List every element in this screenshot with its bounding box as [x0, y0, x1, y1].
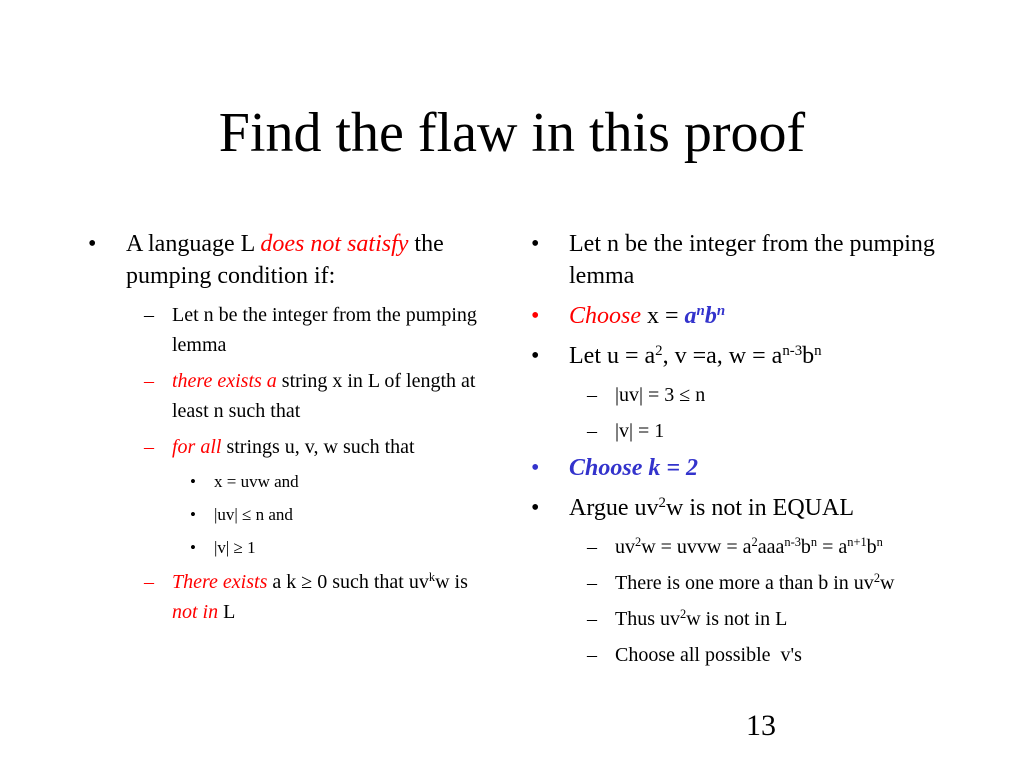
left-sub-sub-item-1	[88, 468, 498, 496]
emphasis-text: for all	[172, 436, 222, 458]
text: b	[802, 343, 815, 369]
text: aaa	[757, 536, 785, 558]
text: a k ≥ 0 such that uv	[267, 571, 429, 593]
right-sub-item-5	[531, 604, 991, 634]
right-sub-item-3	[531, 532, 991, 562]
text: w is	[435, 571, 468, 593]
bullet-marker: •	[531, 231, 540, 257]
superscript: n-3	[782, 342, 803, 359]
text: Thus uv	[615, 608, 680, 630]
superscript: n	[876, 535, 883, 550]
text: There is one more a than b in uv	[615, 572, 874, 594]
dash-marker: –	[144, 571, 154, 593]
superscript: 2	[751, 535, 758, 550]
dash-marker: –	[587, 420, 597, 442]
superscript: n	[814, 342, 822, 359]
dash-marker: –	[144, 436, 154, 458]
text: x = uvw and	[214, 472, 299, 491]
emphasis-text: There exists	[172, 571, 268, 593]
superscript: 2	[658, 494, 666, 511]
text: |uv| ≤ n and	[214, 505, 293, 524]
right-bullet-5	[531, 492, 991, 524]
right-bullet-4	[531, 452, 991, 484]
superscript: 2	[680, 607, 687, 622]
left-sub-item-1	[88, 300, 498, 360]
left-sub-sub-item-2	[88, 501, 498, 529]
text: the pumping condition if:	[126, 231, 444, 289]
emphasis-text: does not satisfy	[260, 231, 409, 257]
left-column	[88, 228, 498, 633]
dash-marker: –	[144, 304, 154, 326]
text: , v =a, w = a	[662, 343, 783, 369]
right-column	[531, 228, 991, 676]
left-bullet-definition	[88, 228, 498, 292]
text: x =	[641, 303, 685, 329]
dash-marker: –	[587, 384, 597, 406]
emphasis-text: Choose k = 2	[569, 455, 699, 481]
text: Let n be the integer from the pumping lemma	[569, 231, 935, 289]
emphasis-text: b	[704, 303, 717, 329]
text: w is not in EQUAL	[665, 495, 854, 521]
left-sub-item-2	[88, 366, 498, 426]
text: w is not in L	[686, 608, 788, 630]
dash-marker: –	[587, 536, 597, 558]
emphasis-text: a	[684, 303, 697, 329]
text: w	[880, 572, 895, 594]
right-bullet-1	[531, 228, 991, 292]
right-bullet-3	[531, 340, 991, 372]
left-sub-item-3	[88, 432, 498, 462]
text: = a	[817, 536, 848, 558]
superscript: 2	[635, 535, 642, 550]
text: A language L	[126, 231, 261, 257]
text: string x in L of length at least n such that	[172, 370, 476, 422]
dash-marker: –	[587, 608, 597, 630]
left-sub-item-4	[88, 567, 498, 627]
superscript: n	[696, 302, 705, 319]
superscript: n	[810, 535, 818, 550]
bullet-marker: •	[190, 538, 196, 557]
emphasis-text: Choose	[569, 303, 641, 329]
bullet-marker: •	[531, 455, 540, 481]
emphasis-text: not in	[172, 601, 219, 623]
text: strings u, v, w such that	[221, 436, 415, 458]
dash-marker: –	[587, 644, 597, 666]
slide-title: Find the flaw in this proof	[218, 102, 806, 164]
text: |uv| = 3 ≤ n	[615, 384, 706, 406]
text: Choose all possible v's	[615, 644, 802, 666]
right-sub-item-1	[531, 380, 991, 410]
right-sub-item-6	[531, 640, 991, 670]
text: Argue uv	[569, 495, 659, 521]
left-sub-sub-item-3	[88, 534, 498, 562]
superscript: n	[716, 302, 726, 319]
text: |v| = 1	[615, 420, 665, 442]
superscript: k	[428, 570, 436, 585]
superscript: 2	[873, 571, 881, 586]
emphasis-text: there exists a	[172, 370, 277, 392]
superscript: 2	[655, 342, 663, 359]
dash-marker: –	[587, 572, 597, 594]
page-number: 13	[746, 709, 776, 742]
text: Let u = a	[569, 343, 656, 369]
dash-marker: –	[144, 370, 154, 392]
right-sub-item-4	[531, 568, 991, 598]
bullet-marker: •	[531, 495, 540, 521]
text: Let n be the integer from the pumping lemma	[172, 304, 477, 356]
text: b	[866, 536, 877, 558]
bullet-marker: •	[190, 505, 196, 524]
text: L	[218, 601, 236, 623]
right-bullet-2	[531, 300, 991, 332]
bullet-marker: •	[531, 343, 540, 369]
text: b	[800, 536, 811, 558]
bullet-marker: •	[88, 231, 97, 257]
bullet-marker: •	[190, 472, 196, 491]
text: |v| ≥ 1	[214, 538, 256, 557]
text: uv	[615, 536, 635, 558]
bullet-marker: •	[531, 303, 540, 329]
text: w = uvvw = a	[641, 536, 752, 558]
superscript: n+1	[847, 535, 867, 550]
superscript: n-3	[784, 535, 801, 550]
right-sub-item-2	[531, 416, 991, 446]
